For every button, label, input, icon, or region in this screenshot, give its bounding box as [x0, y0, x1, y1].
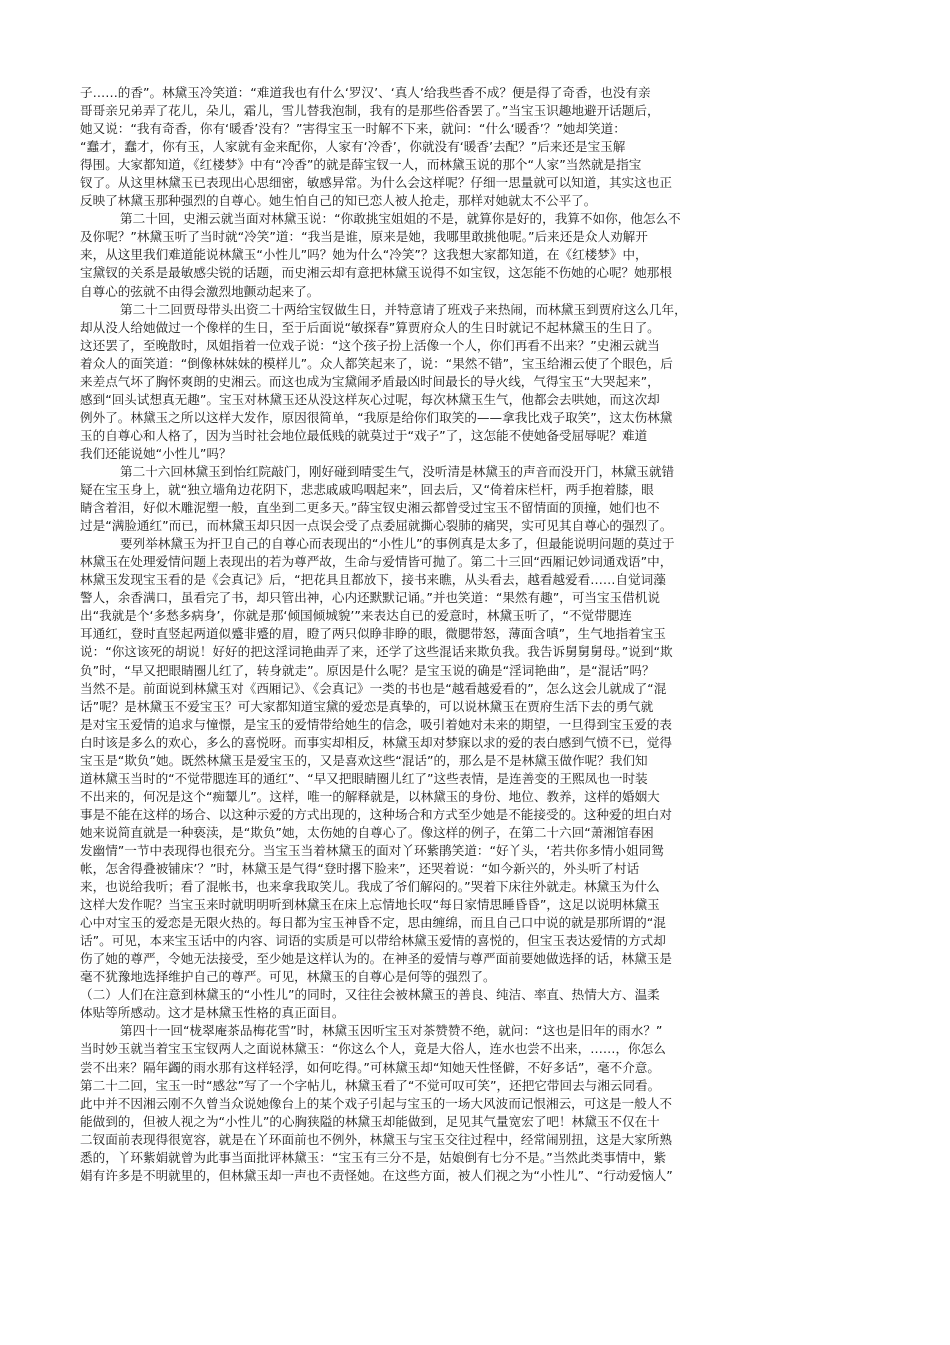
- text-line: “蠢才，蠢才，你有玉，人家就有金来配你，人家有‘冷香’，你就没有‘暖香’去配？”后来还是宝玉解: [80, 139, 626, 155]
- text-line: 及你呢？”林黛玉听了当时就“冷笑”道：“我当是谁，原来是她，我哪里敢挑他呢。”后来还是众人劝解开: [80, 229, 648, 245]
- text-line: 能做到的，但被人视之为“小性儿”的心胸狭隘的林黛玉却能做到，足见其气量宽宏了吧！林黛玉不仅在十: [80, 1113, 660, 1129]
- text-line: 话”。可见，本来宝玉话中的内容、词语的实质是可以带给林黛玉爱情的喜悦的，但宝玉表达爱情的方式却: [80, 933, 666, 949]
- text-line: 第二十六回林黛玉到怡红院敲门，刚好碰到晴雯生气，没听清是林黛玉的声音而没开门，林黛玉就错: [120, 463, 675, 479]
- text-line: 子……的香”。林黛玉冷笑道：“难道我也有什么‘罗汉’、‘真人’给我些香不成？便是得了奇香，也没有亲: [80, 85, 651, 100]
- text-line: 她来说简直就是一种亵渎，是“欺负”她，太伤她的自尊心了。像这样的例子，在第二十六回“萧湘馆春困: [80, 824, 654, 840]
- text-line: 话”呢？是林黛玉不爱宝玉？可大家都知道宝黛的爱恋是真挚的，可以说林黛玉在贾府生活下去的勇气就: [80, 698, 654, 714]
- text-line: 帐，怎舍得叠被铺床’？”时，林黛玉是气得“登时撂下脸来”，还哭着说：“如今新兴的，外头听了村话: [80, 861, 640, 877]
- text-line: 过是“满脸通红”而已，而林黛玉却只因一点误会受了点委屈就撕心裂肺的痛哭，实可见其自尊心的强烈了。: [80, 518, 673, 534]
- text-line: 二钗面前表现得很宽容，就是在丫环面前也不例外，林黛玉与宝玉交往过程中，经常闹别扭，这是大家所熟: [80, 1131, 672, 1147]
- text-line: 娟有许多是不明就里的，但林黛玉却一声也不责怪她。在这些方面，被人们视之为“小性儿”、“行动爱恼人”: [80, 1167, 673, 1183]
- text-line: 是对宝玉爱情的追求与憧憬，是宝玉的爱情带给她生的信念，吸引着她对未来的期望，一旦得到宝玉爱的表: [80, 716, 672, 732]
- text-line: 出“我就是个‘多愁多病身’，你就是那‘倾国倾城貌’”来表达自已的爱意时，林黛玉听了，“不觉带腮连: [80, 608, 632, 624]
- text-line: 耳通红，登时直竖起两道似蹙非蹙的眉，瞪了两只似睁非睁的眼，微腮带怒，薄面含嗔”，生气地指着宝玉: [80, 626, 666, 642]
- text-line: 体贴等所感动。这才是林黛玉性格的真正面目。: [80, 1005, 345, 1021]
- text-line: 负”时，“早又把眼睛圈儿红了，转身就走”。原因是什么呢？是宝玉说的确是“淫词艳曲”，是“混话”吗？: [80, 662, 655, 678]
- text-line: 要列举林黛玉为扞卫自己的自尊心而表现出的“小性儿”的事例真是太多了，但最能说明问题的莫过于: [120, 536, 675, 552]
- text-line: 来，从这里我们难道能说林黛玉“小性儿”吗？她为什么“冷笑”？这我想大家都知道，在《红楼梦》中，: [80, 247, 648, 263]
- text-line: 此中并不因湘云刚不久曾当众说她像台上的某个戏子引起与宝玉的一场大风波而记恨湘云，可这是一般人不: [80, 1095, 672, 1111]
- text-line: 我们还能说她“小性儿”吗？: [80, 445, 232, 461]
- text-line: 尝不出来？隔年蠲的雨水那有这样轻浮，如何吃得。”可林黛玉却“知她天性怪僻，不好多话”，毫不介意。: [80, 1059, 660, 1075]
- text-line: 却从没人给她做过一个像样的生日，至于后面说“敏探春”算贾府众人的生日时就记不起林黛玉的生日了。: [80, 319, 660, 335]
- text-line: 钗了。从这里林黛玉已表现出心思细密，敏感异常。为什么会这样呢？仔细一思量就可以知道，其实这也正: [80, 175, 672, 191]
- text-line: 这样大发作呢？当宝玉来时就明明听到林黛玉在床上忘情地长叹“每日家情思睡昏昏”，这足以说明林黛玉: [80, 897, 660, 913]
- text-line: 林黛玉在处理爱情问题上表现出的若为尊严故，生命与爱情皆可抛了。第二十三回“西厢记妙词通戏语”中，: [80, 554, 673, 570]
- text-line: 哥哥亲兄弟弄了花儿，朵儿，霜儿，雪儿替我泡制，我有的是那些俗香罢了。”当宝玉识趣地避开话题后，: [80, 103, 660, 119]
- text-line: 第四十一回“栊翠庵茶品梅花雪”时，林黛玉因听宝玉对茶赞赞不绝，就问：“这也是旧年的雨水？”: [120, 1023, 663, 1039]
- text-line: 事是不能在这样的场合、以这种示爱的方式出现的，这种场合和方式至少她是不能接受的。这种爱的坦白对: [80, 806, 672, 822]
- text-line: 着众人的面笑道：“倒像林妹妹的模样儿”。众人都笑起来了，说：“果然不错”，宝玉给湘云使了个眼色，后: [80, 355, 673, 371]
- text-line: 伤了她的尊严，令她无法接受，至少她是这样认为的。在神圣的爱情与尊严面前要她做选择的话，林黛玉是: [80, 951, 672, 967]
- text-line: 发幽情”一节中表现得也很充分。当宝玉当着林黛玉的面对丫环紫鹃笑道：“好丫头，‘若共你多情小姐同鸳: [80, 842, 664, 858]
- text-line: 宝玉是“欺负”她。既然林黛玉是爱宝玉的，又是喜欢这些“混话”的，那么是不是林黛玉做作呢？我们知: [80, 752, 648, 768]
- text-line: 当然不是。前面说到林黛玉对《西厢记》、《会真记》一类的书也是“越看越爱看的”，怎么这会儿就成了“混: [80, 680, 667, 696]
- text-line: 心中对宝玉的爱恋是无限火热的。每日都为宝玉神昏不定，思由缠绵，而且自己口中说的就是那所谓的“混: [80, 915, 666, 931]
- text-line: 第二十二回，宝玉一时“感忿”写了一个字帖儿，林黛玉看了“不觉可叹可笑”，还把它带回去与湘云同看。: [80, 1077, 661, 1093]
- text-line: 警人，余香满口，虽看完了书，却只管出神，心内还默默记诵。”并也笑道：“果然有趣”，可当宝玉借机说: [80, 590, 660, 606]
- text-line: 白时该是多么的欢心，多么的喜悦呀。而事实却相反，林黛玉却对梦寐以求的爱的表白感到气愤不已，觉得: [80, 734, 672, 750]
- text-line: 自尊心的弦就不由得会激烈地颤动起来了。: [80, 283, 320, 299]
- text-line: 她又说：“我有奇香，你有‘暖香’没有？”害得宝玉一时解不下来，就问：“什么‘暖香’？”她却笑道：: [80, 121, 626, 137]
- text-line: 感到“回头试想真无趣”。宝玉对林黛玉还从没这样灰心过呢，每次林黛玉生气，他都会去哄她，而这次却: [80, 391, 660, 407]
- text-line: 来差点气坏了胸怀爽朗的史湘云。而这也成为宝黛闹矛盾最凶时间最长的导火线，气得宝玉“大哭起来”，: [80, 373, 660, 389]
- text-line: 毫不犹豫地选择维护自己的尊严。可见，林黛玉的自尊心是何等的强烈了。: [80, 969, 496, 985]
- text-line: 第二十回，史湘云就当面对林黛玉说：“你敢挑宝姐姐的不是，就算你是好的，我算不如你，他怎么不: [120, 211, 681, 227]
- text-line: 得围。大家都知道，《红楼梦》中有“冷香”的就是薛宝钗一人，而林黛玉说的那个“人家”当然就是指宝: [80, 157, 642, 173]
- text-line: 说：“你这该死的胡说！好好的把这淫词艳曲弄了来，还学了这些混话来欺负我。我告诉舅舅舅母。”说到“欺: [80, 644, 673, 660]
- document-body: [80, 84, 880, 1185]
- text-line: 来，也说给我听；看了混帐书，也来拿我取笑儿。我成了爷们解闷的。”哭着下床往外就走。林黛玉为什么: [80, 879, 660, 895]
- text-line: 玉的自尊心和人格了，因为当时社会地位最低贱的就莫过于“戏子”了，这怎能不使她备受屈辱呢？难道: [80, 427, 648, 443]
- text-line: 睛含着泪，好似木雕泥塑一般，直坐到二更多天。”薛宝钗史湘云都曾受过宝玉不留情面的顶撞，她们也不: [80, 500, 660, 516]
- text-line: 林黛玉发现宝玉看的是《会真记》后，“把花具且都放下，接书来瞧，从头看去，越看越爱看……自觉词藻: [80, 572, 666, 588]
- text-line: 宝黛钗的关系是最敏感尖锐的话题，而史湘云却有意把林黛玉说得不如宝钗，这怎能不伤她的心呢？她那根: [80, 265, 672, 281]
- text-line: 第二十二回贾母带头出资二十两给宝钗做生日，并特意请了班戏子来热闹，而林黛玉到贾府这么几年，: [120, 301, 687, 317]
- text-line: 当时妙玉就当着宝玉宝钗两人之面说林黛玉：“你这么个人，竟是大俗人，连水也尝不出来，……，你怎么: [80, 1041, 666, 1057]
- text-line: 这还罢了，至晚散时，凤姐指着一位戏子说：“这个孩子扮上活像一个人，你们再看不出来？”史湘云就当: [80, 337, 660, 353]
- text-line: 道林黛玉当时的“不觉带腮连耳的通红”、“早又把眼睛圈儿红了”这些表情，是连善变的王熙凤也一时装: [80, 770, 648, 786]
- text-line: 例外了。林黛玉之所以这样大发作，原因很简单，“我原是给你们取笑的——拿我比戏子取笑”，这太伤林黛: [80, 409, 673, 425]
- text-line: 不出来的，何况是这个“痴颦儿”。这样，唯一的解释就是，以林黛玉的身份、地位、教养，这样的婚姻大: [80, 788, 660, 804]
- text-line: 疑在宝玉身上，就“独立墙角边花阴下，悲悲戚戚呜咽起来”，回去后，又“倚着床栏杆，两手抱着膝，眼: [80, 482, 654, 498]
- text-line: 反映了林黛玉那种强烈的自尊心。她生怕自己的知已恋人被人抢走，那样对她就太不公平了。: [80, 193, 597, 209]
- text-line: 悉的，丫环紫娟就曾为此事当面批评林黛玉：“宝玉有三分不是，姑娘倒有七分不是。”当然此类事情中，紫: [80, 1149, 667, 1165]
- text-line: （二）人们在注意到林黛玉的“小性儿”的同时，又往往会被林黛玉的善良、纯洁、率直、热情大方、温柔: [80, 987, 660, 1003]
